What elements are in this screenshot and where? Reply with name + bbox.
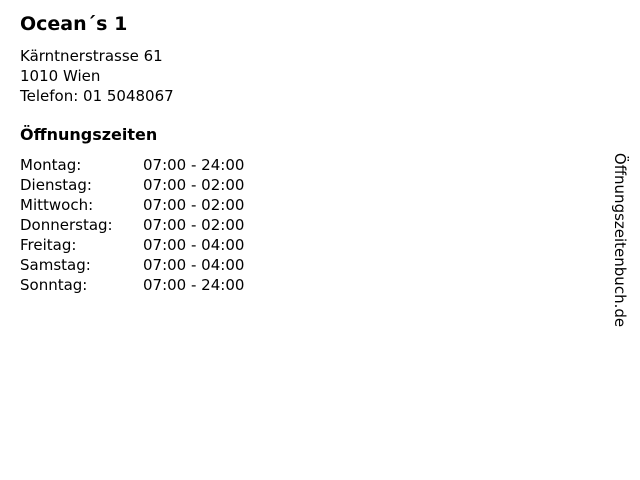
hours-row-sunday [20,275,244,295]
day-label: Samstag: [20,256,91,274]
hours-row-friday [20,235,244,255]
time-range: 07:00 - 02:00 [143,216,245,234]
hours-row-monday [20,155,244,175]
time-range: 07:00 - 04:00 [143,236,245,254]
watermark-site-name: Öffnungszeitenbuch.de [611,152,629,328]
business-info-panel [20,12,244,295]
opening-hours-heading: Öffnungszeiten [20,125,158,144]
time-range: 07:00 - 02:00 [143,176,245,194]
hours-row-saturday [20,255,244,275]
phone-number: Telefon: 01 5048067 [20,87,174,105]
day-label: Freitag: [20,236,77,254]
time-range: 07:00 - 02:00 [143,196,245,214]
time-range: 07:00 - 24:00 [143,156,245,174]
address-city: 1010 Wien [20,67,101,85]
opening-hours-table [20,155,244,295]
address-block [20,46,244,106]
address-street: Kärntnerstrasse 61 [20,47,163,65]
day-label: Montag: [20,156,82,174]
time-range: 07:00 - 24:00 [143,276,245,294]
day-label: Sonntag: [20,276,88,294]
business-name: Ocean´s 1 [20,13,128,35]
day-label: Donnerstag: [20,216,113,234]
hours-row-tuesday [20,175,244,195]
time-range: 07:00 - 04:00 [143,256,245,274]
day-label: Dienstag: [20,176,92,194]
hours-row-wednesday [20,195,244,215]
hours-row-thursday [20,215,244,235]
day-label: Mittwoch: [20,196,94,214]
